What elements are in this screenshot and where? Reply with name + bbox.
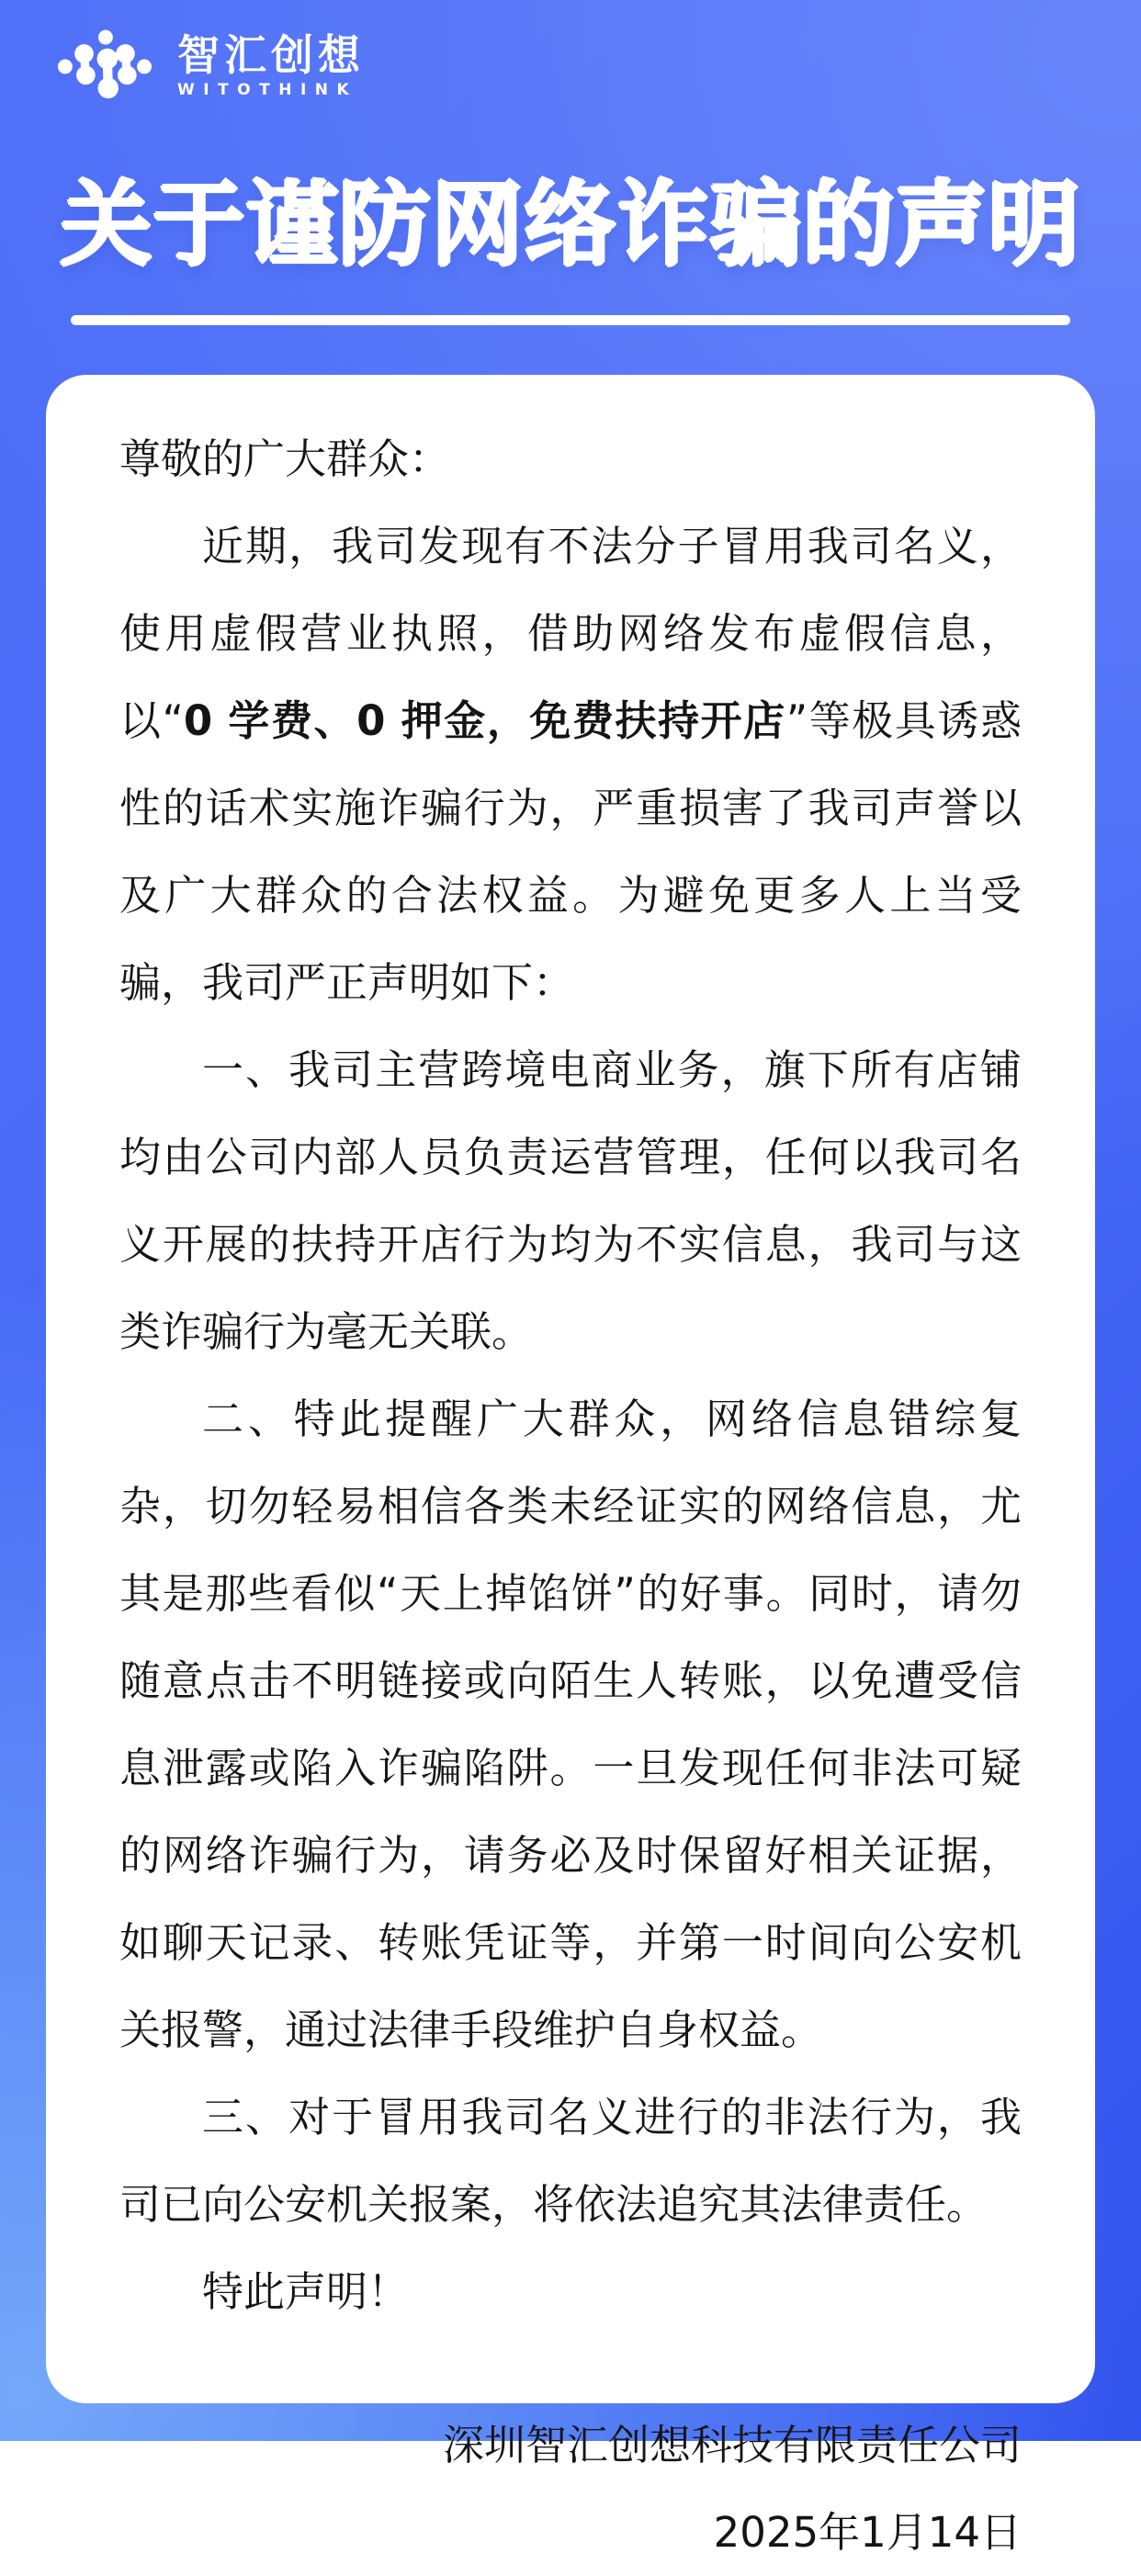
salutation: 尊敬的广大群众： <box>119 435 451 483</box>
paragraph-intro-post: ”等极具诱惑性的话术实施诈骗行为，严重损害了我司声誉以及广大群众的合法权益。为避免更多人上当受骗，我司严正声明如下： <box>119 696 1022 1007</box>
dots-network-icon <box>51 28 159 105</box>
statement-card <box>46 375 1095 2557</box>
paragraph-item-3: 三、对于冒用我司名义进行的非法行为，我司已向公安机关报案，将依法追究其法律责任。 <box>119 2093 1022 2229</box>
brand-lockup <box>51 28 365 105</box>
paragraph-intro-pre: 近期，我司发现有不法分子冒用我司名义，使用虚假营业执照，借助网络发布虚假信息，以“ <box>119 522 1022 745</box>
brand-text <box>177 30 365 99</box>
paragraph-item-1: 一、我司主营跨境电商业务，旗下所有店铺均由公司内部人员负责运营管理，任何以我司名义开展的扶持开店行为均为不实信息，我司与这类诈骗行为毫无关联。 <box>119 1045 1022 1356</box>
paragraph-item-2: 二、特此提醒广大群众，网络信息错综复杂，切勿轻易相信各类未经证实的网络信息，尤其是那些看似“天上掉馅饼”的好事。同时，请勿随意点击不明链接或向陌生人转账，以免遭受信息泄露或陷入诈骗陷阱。一旦发现任何非法可疑的网络诈骗行为，请务必及时保留好相关证据，如聊天记录、转账凭证等，并第一时间向公安机关报警，通过法律手段维护自身权益。 <box>119 1395 1022 2054</box>
title-divider <box>71 315 1070 325</box>
closing-line: 特此声明！ <box>202 2267 410 2316</box>
brand-name-en: WITOTHINK <box>177 80 358 99</box>
page-title: 关于谨防网络诈骗的声明 <box>60 171 1081 278</box>
brand-name-cn: 智汇创想 <box>177 30 365 81</box>
paragraph-intro <box>119 503 1022 1026</box>
statement-date: 2025年1月14日 <box>713 2508 1022 2557</box>
statement-body <box>119 415 1022 2576</box>
scam-offer-bold-text: 0 学费、0 押金，免费扶持开店 <box>183 696 786 745</box>
company-signature: 深圳智汇创想科技有限责任公司 <box>442 2421 1022 2469</box>
